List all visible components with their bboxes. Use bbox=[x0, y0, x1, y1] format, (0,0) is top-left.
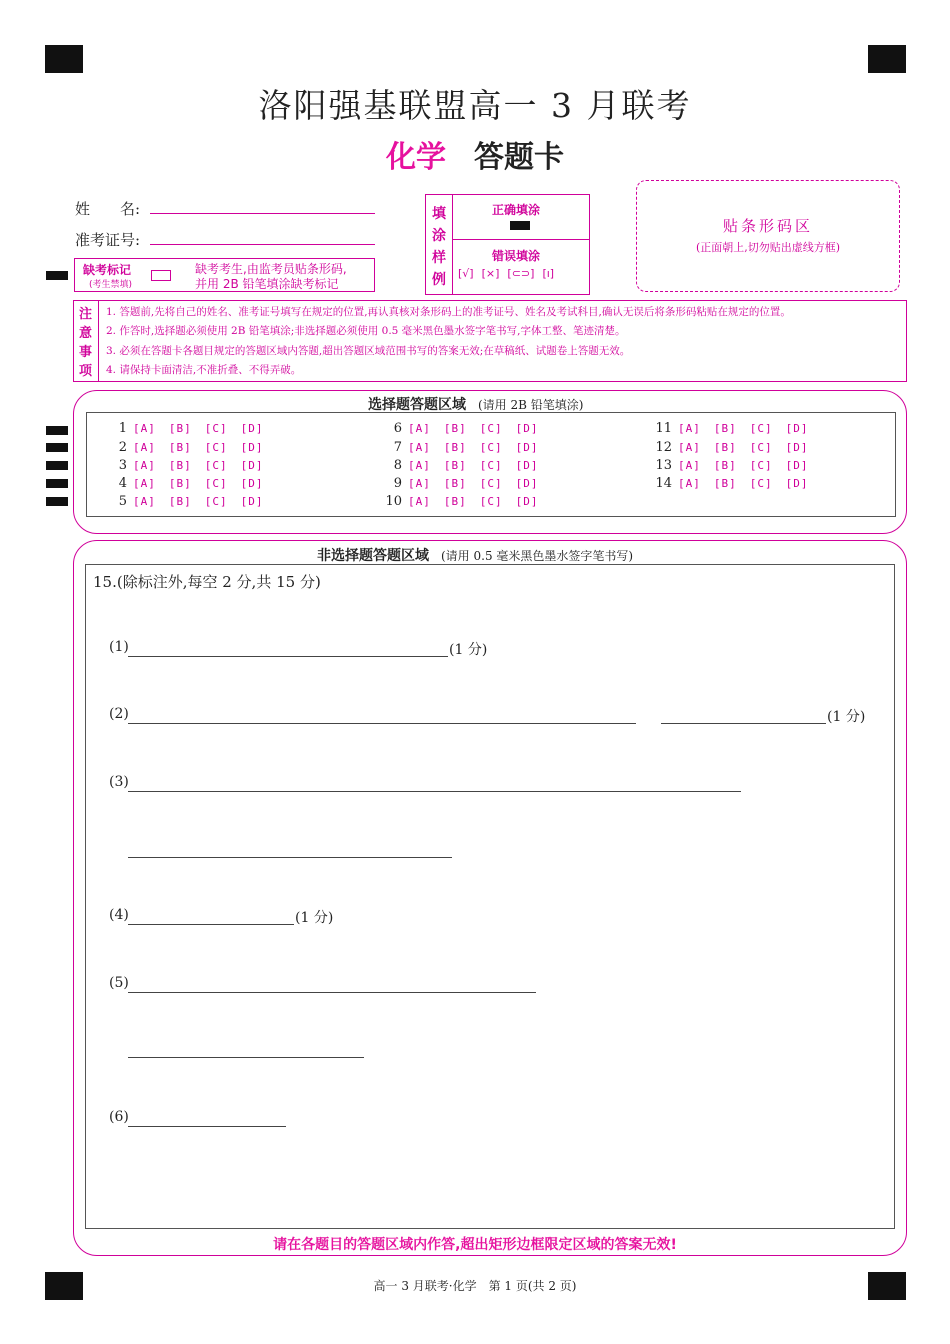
question-number: 1 bbox=[118, 421, 127, 436]
choice-option-bubble[interactable]: [C] bbox=[479, 495, 503, 508]
question-number: 9 bbox=[393, 476, 402, 491]
choice-option-bubble[interactable]: [D] bbox=[240, 459, 264, 472]
choice-option-bubble[interactable]: [B] bbox=[168, 441, 192, 454]
exam-id-label: 准考证号: bbox=[75, 231, 141, 249]
timing-marker bbox=[46, 271, 68, 280]
choice-option-bubble[interactable]: [C] bbox=[479, 422, 503, 435]
timing-marker bbox=[46, 443, 68, 452]
choice-option-bubble[interactable]: [D] bbox=[240, 495, 264, 508]
corner-mark-top-left bbox=[45, 45, 83, 73]
question-number: 8 bbox=[393, 458, 402, 473]
choice-question-row bbox=[650, 440, 822, 455]
choice-option-bubble[interactable]: [C] bbox=[204, 477, 228, 490]
choice-option-bubble[interactable]: [C] bbox=[204, 422, 228, 435]
choice-option-bubble[interactable]: [C] bbox=[479, 459, 503, 472]
fill-sample-side: 填 涂 样 例 bbox=[426, 195, 453, 294]
choice-option-bubble[interactable]: [A] bbox=[408, 477, 431, 490]
absent-label: 缺考标记 bbox=[83, 263, 132, 277]
question-number: 7 bbox=[393, 440, 402, 455]
choice-option-bubble[interactable]: [B] bbox=[443, 459, 467, 472]
choice-option-bubble[interactable]: [D] bbox=[515, 441, 539, 454]
choice-option-bubble[interactable]: [A] bbox=[133, 477, 156, 490]
choice-option-bubble[interactable]: [D] bbox=[515, 422, 539, 435]
choice-option-bubble[interactable]: [A] bbox=[133, 495, 156, 508]
question-number: 2 bbox=[118, 440, 127, 455]
choice-option-bubble[interactable]: [C] bbox=[479, 477, 503, 490]
corner-mark-top-right bbox=[868, 45, 906, 73]
answer-blank-1[interactable] bbox=[128, 656, 448, 657]
choice-option-bubble[interactable]: [D] bbox=[785, 441, 809, 454]
choice-option-bubble[interactable]: [D] bbox=[515, 459, 539, 472]
choice-option-bubble[interactable]: [D] bbox=[785, 422, 809, 435]
question-number: 5 bbox=[118, 494, 127, 509]
choice-option-bubble[interactable]: [B] bbox=[168, 477, 192, 490]
notice-item: 1. 答题前,先将自己的姓名、准考证号填写在规定的位置,再认真核对条形码上的准考证号、姓名及考试科目,确认无误后将条形码粘贴在规定的位置。 bbox=[106, 306, 791, 318]
choice-option-bubble[interactable]: [A] bbox=[678, 441, 701, 454]
choice-option-bubble[interactable]: [D] bbox=[785, 459, 809, 472]
part-4-label: (4) bbox=[109, 907, 129, 923]
choice-option-bubble[interactable]: [B] bbox=[443, 441, 467, 454]
choice-option-bubble[interactable]: [C] bbox=[749, 422, 773, 435]
part-1-score: (1 分) bbox=[449, 642, 488, 658]
timing-marker bbox=[46, 497, 68, 506]
part-2-label: (2) bbox=[109, 706, 129, 722]
choice-option-bubble[interactable]: [A] bbox=[408, 422, 431, 435]
notice-item: 3. 必须在答题卡各题目规定的答题区域内答题,超出答题区域范围书写的答案无效;在草稿纸、试题卷上答题无效。 bbox=[106, 345, 631, 357]
choice-option-bubble[interactable]: [B] bbox=[168, 459, 192, 472]
choice-question-row bbox=[650, 421, 822, 436]
answer-blank-2a[interactable] bbox=[128, 723, 636, 724]
choice-option-bubble[interactable]: [A] bbox=[678, 477, 701, 490]
choice-option-bubble[interactable]: [C] bbox=[749, 459, 773, 472]
answer-area-warning: 请在各题目的答题区域内作答,超出矩形边框限定区域的答案无效! bbox=[273, 1237, 677, 1253]
question-number: 10 bbox=[385, 494, 402, 509]
choice-option-bubble[interactable]: [C] bbox=[204, 495, 228, 508]
notice-item: 4. 请保持卡面清洁,不准折叠、不得弄破。 bbox=[106, 364, 302, 376]
choice-option-bubble[interactable]: [D] bbox=[240, 477, 264, 490]
notice-side: 注 意 事 项 bbox=[74, 301, 99, 381]
choice-option-bubble[interactable]: [B] bbox=[168, 422, 192, 435]
page-footer: 高一 3 月联考·化学 第 1 页(共 2 页) bbox=[373, 1279, 577, 1293]
choice-option-bubble[interactable]: [A] bbox=[133, 459, 156, 472]
answer-blank-6[interactable] bbox=[128, 1126, 286, 1127]
choice-option-bubble[interactable]: [A] bbox=[678, 459, 701, 472]
choice-question-row bbox=[380, 421, 552, 436]
wrong-fill-samples: [√] [×] [⊂⊃] [ı] bbox=[458, 267, 555, 280]
nonchoice-answer-box bbox=[85, 564, 895, 1229]
choice-option-bubble[interactable]: [A] bbox=[133, 441, 156, 454]
choice-question-row bbox=[380, 476, 552, 491]
choice-option-bubble[interactable]: [A] bbox=[408, 459, 431, 472]
question-number: 3 bbox=[118, 458, 127, 473]
choice-option-bubble[interactable]: [B] bbox=[713, 422, 737, 435]
choice-question-row bbox=[105, 421, 277, 436]
answer-blank-3b[interactable] bbox=[128, 857, 452, 858]
choice-option-bubble[interactable]: [D] bbox=[515, 495, 539, 508]
part-3-label: (3) bbox=[109, 774, 129, 790]
choice-option-bubble[interactable]: [D] bbox=[515, 477, 539, 490]
choice-question-row bbox=[105, 476, 277, 491]
choice-question-row bbox=[105, 458, 277, 473]
question-number: 11 bbox=[655, 421, 672, 436]
notice-item: 2. 作答时,选择题必须使用 2B 铅笔填涂;非选择题必须使用 0.5 毫米黑色墨水签字笔书写,字体工整、笔迹清楚。 bbox=[106, 325, 626, 337]
correct-fill-sample bbox=[510, 221, 530, 230]
question-number: 14 bbox=[655, 476, 672, 491]
answer-blank-3a[interactable] bbox=[128, 791, 741, 792]
choice-question-row bbox=[650, 476, 822, 491]
question-number: 4 bbox=[118, 476, 127, 491]
question-number: 13 bbox=[655, 458, 672, 473]
timing-marker bbox=[46, 461, 68, 470]
choice-option-bubble[interactable]: [B] bbox=[168, 495, 192, 508]
choice-option-bubble[interactable]: [B] bbox=[713, 459, 737, 472]
choice-option-bubble[interactable]: [D] bbox=[240, 422, 264, 435]
absent-checkbox[interactable] bbox=[151, 270, 171, 281]
fill-sample-box bbox=[425, 194, 590, 295]
absent-sub: (考生禁填) bbox=[89, 280, 133, 290]
absent-note-2: 并用 2B 铅笔填涂缺考标记 bbox=[195, 277, 339, 291]
name-field[interactable] bbox=[150, 213, 375, 214]
choice-option-bubble[interactable]: [B] bbox=[443, 422, 467, 435]
nonchoice-title: 非选择题答题区域 (请用 0.5 毫米黑色墨水签字笔书写) bbox=[317, 548, 634, 564]
answer-blank-5b[interactable] bbox=[128, 1057, 364, 1058]
choice-option-bubble[interactable]: [C] bbox=[479, 441, 503, 454]
absent-mark-box bbox=[74, 258, 375, 292]
choice-option-bubble[interactable]: [B] bbox=[443, 477, 467, 490]
barcode-note: (正面朝上,切勿贴出虚线方框) bbox=[695, 241, 841, 254]
part-5-label: (5) bbox=[109, 975, 129, 991]
answer-blank-4[interactable] bbox=[128, 924, 294, 925]
choice-option-bubble[interactable]: [D] bbox=[785, 477, 809, 490]
choice-option-bubble[interactable]: [C] bbox=[204, 441, 228, 454]
choice-question-row bbox=[380, 494, 552, 509]
page-title: 洛阳强基联盟高一 3 月联考 bbox=[258, 86, 692, 125]
choice-option-bubble[interactable]: [B] bbox=[713, 441, 737, 454]
choice-option-bubble[interactable]: [A] bbox=[408, 441, 431, 454]
name-label: 姓 名: bbox=[75, 200, 141, 218]
choice-option-bubble[interactable]: [A] bbox=[408, 495, 431, 508]
choice-question-row bbox=[105, 440, 277, 455]
choice-option-bubble[interactable]: [B] bbox=[443, 495, 467, 508]
choice-option-bubble[interactable]: [A] bbox=[678, 422, 701, 435]
part-6-label: (6) bbox=[109, 1109, 129, 1125]
page-subtitle bbox=[0, 132, 950, 176]
part-2-score: (1 分) bbox=[827, 709, 866, 725]
barcode-area[interactable] bbox=[636, 180, 900, 292]
choice-option-bubble[interactable]: [A] bbox=[133, 422, 156, 435]
choice-question-row bbox=[650, 458, 822, 473]
choice-option-bubble[interactable]: [C] bbox=[749, 477, 773, 490]
exam-id-field[interactable] bbox=[150, 244, 375, 245]
barcode-title: 贴条形码区 bbox=[722, 217, 813, 235]
choice-option-bubble[interactable]: [B] bbox=[713, 477, 737, 490]
timing-marker bbox=[46, 426, 68, 435]
answer-blank-2b[interactable] bbox=[661, 723, 826, 724]
question-number: 12 bbox=[655, 440, 672, 455]
question-number: 6 bbox=[393, 421, 402, 436]
card-label: 答题卡 bbox=[474, 140, 564, 175]
question-15-title: 15.(除标注外,每空 2 分,共 15 分) bbox=[93, 573, 321, 591]
subject-label: 化学 bbox=[386, 140, 446, 175]
part-4-score: (1 分) bbox=[295, 910, 334, 926]
part-1-label: (1) bbox=[109, 639, 129, 655]
choice-title: 选择题答题区域 (请用 2B 铅笔填涂) bbox=[368, 397, 584, 413]
wrong-fill-label: 错误填涂 bbox=[492, 249, 541, 263]
choice-option-bubble[interactable]: [D] bbox=[240, 441, 264, 454]
choice-option-bubble[interactable]: [C] bbox=[204, 459, 228, 472]
choice-option-bubble[interactable]: [C] bbox=[749, 441, 773, 454]
absent-note-1: 缺考考生,由监考员贴条形码, bbox=[195, 262, 347, 276]
timing-marker bbox=[46, 479, 68, 488]
choice-question-row bbox=[105, 494, 277, 509]
answer-blank-5a[interactable] bbox=[128, 992, 536, 993]
choice-question-row bbox=[380, 458, 552, 473]
choice-question-row bbox=[380, 440, 552, 455]
correct-fill-label: 正确填涂 bbox=[492, 203, 541, 217]
